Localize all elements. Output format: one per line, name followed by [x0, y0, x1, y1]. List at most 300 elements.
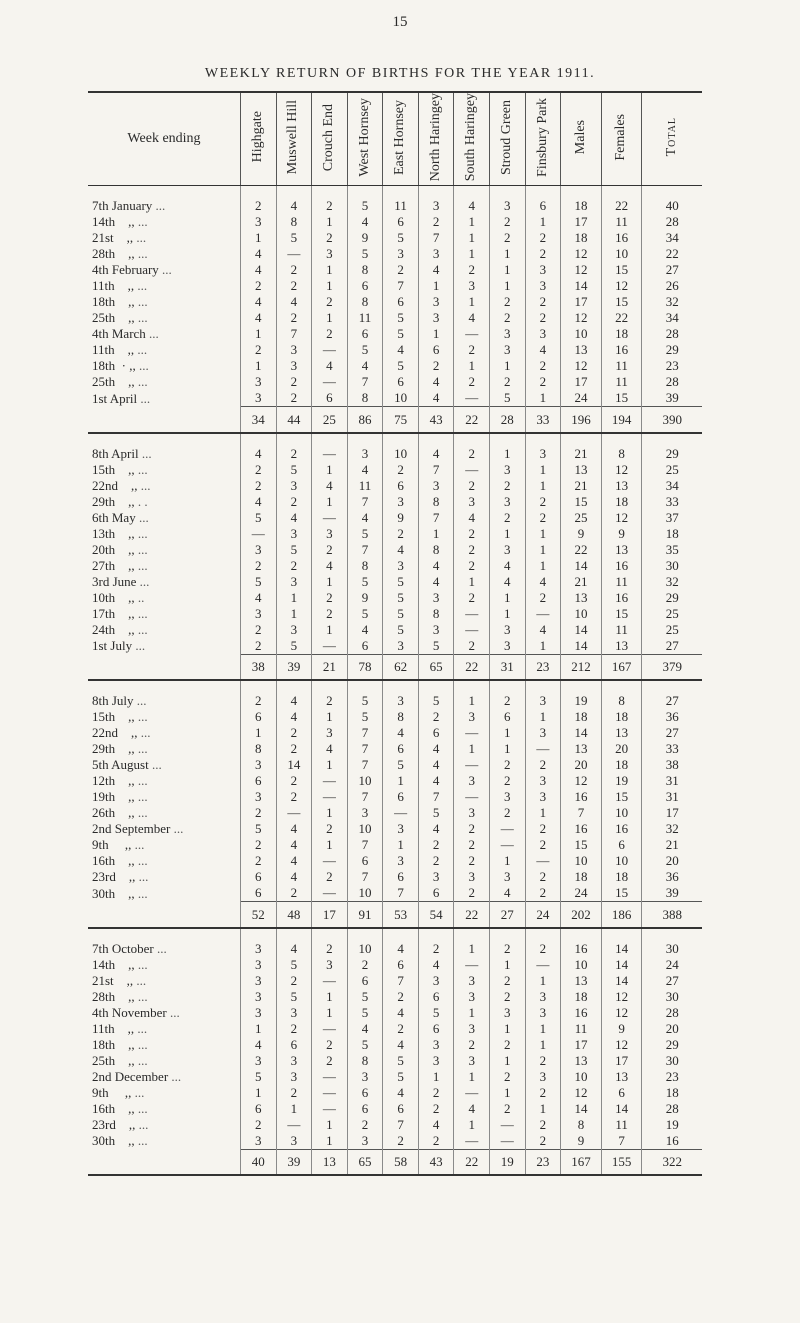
cell: 3 — [276, 478, 312, 494]
cell: 2 — [418, 837, 454, 853]
leader-dots: ... — [137, 956, 148, 972]
week-label — [88, 1021, 240, 1037]
cell: 19 — [601, 773, 642, 789]
week-name: 30th ,, — [92, 885, 135, 901]
cell: 2 — [383, 262, 419, 278]
cell: 6 — [490, 709, 526, 725]
cell: 10 — [383, 446, 419, 462]
cell: 5 — [383, 310, 419, 326]
cell: 7 — [418, 789, 454, 805]
cell: 2 — [312, 198, 348, 214]
cell: 3 — [525, 1005, 561, 1021]
table-row — [88, 462, 702, 478]
cell: 30 — [642, 558, 702, 574]
week-label — [88, 885, 240, 902]
cell: 5 — [418, 638, 454, 655]
cell: — — [276, 1117, 312, 1133]
cell: — — [490, 1117, 526, 1133]
cell: 17 — [561, 294, 602, 310]
cell: 1 — [490, 853, 526, 869]
cell: 8 — [347, 558, 383, 574]
cell: 2 — [276, 973, 312, 989]
cell: 1 — [312, 805, 348, 821]
cell: 10 — [601, 853, 642, 869]
total-cell: 167 — [561, 1149, 602, 1175]
cell: 2 — [312, 542, 348, 558]
cell: 6 — [383, 789, 419, 805]
cell: 2 — [454, 853, 490, 869]
cell: 2 — [490, 374, 526, 390]
cell: 38 — [642, 757, 702, 773]
cell: 5 — [240, 1069, 276, 1085]
cell: 4 — [276, 837, 312, 853]
total-cell: 19 — [490, 1149, 526, 1175]
table-row — [88, 510, 702, 526]
cell: — — [276, 805, 312, 821]
total-cell: 43 — [418, 1149, 454, 1175]
cell: 27 — [642, 262, 702, 278]
cell: 8 — [347, 262, 383, 278]
cell: 1 — [383, 773, 419, 789]
cell: 6 — [347, 1101, 383, 1117]
table-row — [88, 198, 702, 214]
total-cell: 22 — [454, 407, 490, 433]
week-label — [88, 853, 240, 869]
cell: 8 — [601, 693, 642, 709]
cell: 34 — [642, 478, 702, 494]
cell: 3 — [525, 989, 561, 1005]
cell: 26 — [642, 278, 702, 294]
cell: 21 — [561, 478, 602, 494]
table-row — [88, 853, 702, 869]
week-name: 28th ,, — [92, 246, 135, 262]
total-cell: 167 — [601, 654, 642, 680]
cell: 2 — [490, 1069, 526, 1085]
cell: 6 — [383, 741, 419, 757]
cell: 2 — [418, 1101, 454, 1117]
cell: 3 — [312, 246, 348, 262]
cell: 3 — [454, 1053, 490, 1069]
cell: 5 — [276, 638, 312, 655]
cell: 7 — [347, 789, 383, 805]
cell: 5 — [347, 246, 383, 262]
cell: 1 — [490, 246, 526, 262]
cell: 21 — [561, 446, 602, 462]
cell: 29 — [642, 342, 702, 358]
cell: 14 — [561, 278, 602, 294]
cell: 1 — [525, 478, 561, 494]
total-cell: 186 — [601, 902, 642, 928]
cell: 2 — [276, 390, 312, 407]
cell: 2 — [240, 837, 276, 853]
cell: 3 — [347, 1133, 383, 1150]
cell: — — [454, 390, 490, 407]
cell: 5 — [347, 342, 383, 358]
cell: 1 — [490, 278, 526, 294]
week-name: 21st ,, — [92, 230, 134, 246]
cell: 1 — [240, 326, 276, 342]
cell: 18 — [601, 757, 642, 773]
leader-dots: ... — [155, 198, 166, 214]
week-name: 25th ,, — [92, 310, 135, 326]
week-label — [88, 1069, 240, 1085]
week-name: 4th February — [92, 262, 159, 278]
cell: 2 — [276, 310, 312, 326]
week-label — [88, 805, 240, 821]
cell: 4 — [383, 1037, 419, 1053]
cell: 3 — [418, 310, 454, 326]
cell: 13 — [561, 973, 602, 989]
cell: 2 — [276, 374, 312, 390]
week-name: 14th ,, — [92, 214, 135, 230]
week-label — [88, 941, 240, 957]
cell: 27 — [642, 693, 702, 709]
cell: 1 — [240, 358, 276, 374]
cell: — — [312, 973, 348, 989]
cell: 4 — [276, 709, 312, 725]
cell: 1 — [418, 1069, 454, 1085]
cell: 3 — [454, 278, 490, 294]
week-label — [88, 310, 240, 326]
cell: 7 — [418, 462, 454, 478]
cell: 3 — [418, 478, 454, 494]
week-label — [88, 757, 240, 773]
table-row — [88, 310, 702, 326]
cell: 3 — [454, 773, 490, 789]
cell: 2 — [312, 1037, 348, 1053]
cell: 2 — [490, 294, 526, 310]
total-cell: 33 — [525, 407, 561, 433]
cell: 1 — [525, 462, 561, 478]
cell: 6 — [240, 885, 276, 902]
cell: 5 — [240, 510, 276, 526]
week-name: 11th ,, — [92, 342, 135, 358]
week-name: 2nd September — [92, 821, 171, 837]
cell: 3 — [418, 869, 454, 885]
week-label — [88, 1037, 240, 1053]
cell: 2 — [383, 462, 419, 478]
cell: 14 — [601, 957, 642, 973]
week-name: 28th ,, — [92, 988, 135, 1004]
week-name: 1st April — [92, 390, 138, 406]
cell: 1 — [312, 837, 348, 853]
cell: 2 — [525, 230, 561, 246]
cell: 2 — [312, 869, 348, 885]
week-label — [88, 821, 240, 837]
total-cell: 13 — [312, 1149, 348, 1175]
leader-dots: ... — [137, 621, 148, 637]
week-label — [88, 358, 240, 374]
cell: 9 — [347, 230, 383, 246]
cell: 3 — [312, 725, 348, 741]
cell: 18 — [561, 198, 602, 214]
week-name: 8th April — [92, 445, 139, 461]
cell: 21 — [642, 837, 702, 853]
week-label — [88, 446, 240, 462]
cell: 2 — [240, 1117, 276, 1133]
cell: 3 — [276, 622, 312, 638]
table-row — [88, 1117, 702, 1133]
cell: — — [312, 1069, 348, 1085]
cell: 11 — [347, 478, 383, 494]
cell: 2 — [454, 821, 490, 837]
week-name: 1st July — [92, 638, 133, 654]
cell: 1 — [490, 526, 526, 542]
cell: 9 — [601, 526, 642, 542]
cell: 2 — [525, 494, 561, 510]
cell: 23 — [642, 358, 702, 374]
births-table — [88, 91, 702, 1176]
cell: 3 — [418, 973, 454, 989]
cell: 4 — [454, 510, 490, 526]
cell: 4 — [383, 1085, 419, 1101]
cell: 12 — [561, 310, 602, 326]
week-name: 23rd ,, — [92, 869, 136, 885]
cell: — — [312, 1085, 348, 1101]
table-row — [88, 757, 702, 773]
cell: 36 — [642, 869, 702, 885]
cell: 3 — [418, 622, 454, 638]
table-row — [88, 989, 702, 1005]
cell: 6 — [525, 198, 561, 214]
cell: — — [454, 957, 490, 973]
cell: 4 — [276, 941, 312, 957]
cell: 4 — [418, 1117, 454, 1133]
cell: 30 — [642, 941, 702, 957]
cell: 3 — [490, 494, 526, 510]
header-highgate: Highgate — [249, 111, 265, 163]
leader-dots: ... — [137, 342, 148, 358]
table-row — [88, 1085, 702, 1101]
week-label — [88, 294, 240, 310]
cell: 1 — [490, 1053, 526, 1069]
cell: 2 — [276, 494, 312, 510]
cell: 2 — [525, 310, 561, 326]
table-row — [88, 358, 702, 374]
week-label — [88, 638, 240, 655]
cell: 2 — [312, 294, 348, 310]
week-name: 29th ,, — [92, 741, 135, 757]
cell: 3 — [490, 342, 526, 358]
cell: 1 — [525, 542, 561, 558]
leader-dots: ... — [137, 294, 148, 310]
cell: 10 — [561, 853, 602, 869]
cell: 3 — [240, 789, 276, 805]
cell: 3 — [276, 1005, 312, 1021]
table-row — [88, 542, 702, 558]
cell: 14 — [561, 1101, 602, 1117]
week-label — [88, 622, 240, 638]
table-row — [88, 1069, 702, 1085]
week-label — [88, 326, 240, 342]
cell: — — [454, 622, 490, 638]
cell: 4 — [240, 246, 276, 262]
table-row — [88, 294, 702, 310]
cell: 17 — [642, 805, 702, 821]
cell: 2 — [490, 1101, 526, 1117]
cell: 12 — [561, 773, 602, 789]
week-label — [88, 1133, 240, 1150]
total-cell: 39 — [276, 654, 312, 680]
header-stroud-green: Stroud Green — [498, 99, 514, 175]
cell: 7 — [276, 326, 312, 342]
table-row — [88, 725, 702, 741]
cell: 16 — [601, 558, 642, 574]
week-label — [88, 558, 240, 574]
cell: — — [312, 789, 348, 805]
cell: 12 — [601, 510, 642, 526]
cell: 32 — [642, 821, 702, 837]
cell: 1 — [240, 725, 276, 741]
cell: 1 — [490, 957, 526, 973]
cell: 4 — [347, 1021, 383, 1037]
cell: 12 — [561, 246, 602, 262]
cell: 18 — [561, 230, 602, 246]
leader-dots: ... — [156, 940, 167, 956]
leader-dots: ... — [137, 789, 148, 805]
week-label — [88, 198, 240, 214]
week-label — [88, 989, 240, 1005]
cell: 1 — [454, 230, 490, 246]
cell: 2 — [418, 853, 454, 869]
cell: 7 — [347, 725, 383, 741]
cell: 13 — [561, 1053, 602, 1069]
week-label — [88, 246, 240, 262]
total-cell: 52 — [240, 902, 276, 928]
cell: 33 — [642, 494, 702, 510]
table-row — [88, 1101, 702, 1117]
table-row — [88, 1037, 702, 1053]
total-cell: 22 — [454, 1149, 490, 1175]
week-label — [88, 1085, 240, 1101]
cell: 4 — [347, 358, 383, 374]
cell: 3 — [490, 622, 526, 638]
week-name: 14th ,, — [92, 956, 135, 972]
cell: 3 — [525, 446, 561, 462]
cell: 9 — [383, 510, 419, 526]
cell: 1 — [312, 1117, 348, 1133]
cell: 8 — [347, 294, 383, 310]
cell: 2 — [240, 342, 276, 358]
table-row — [88, 494, 702, 510]
cell: 13 — [561, 741, 602, 757]
table-row — [88, 1005, 702, 1021]
cell: — — [490, 837, 526, 853]
cell: 5 — [347, 574, 383, 590]
leader-dots: ... — [136, 230, 147, 246]
cell: 24 — [561, 390, 602, 407]
cell: 37 — [642, 510, 702, 526]
cell: — — [312, 1021, 348, 1037]
cell: 7 — [347, 757, 383, 773]
cell: 5 — [276, 462, 312, 478]
leader-dots: ... — [137, 1052, 148, 1068]
cell: 32 — [642, 294, 702, 310]
cell: 16 — [642, 1133, 702, 1150]
cell: — — [525, 741, 561, 757]
leader-dots: ... — [137, 805, 148, 821]
cell: 1 — [454, 1117, 490, 1133]
cell: 4 — [490, 885, 526, 902]
cell: 1 — [418, 326, 454, 342]
cell: 15 — [601, 294, 642, 310]
cell: 18 — [561, 869, 602, 885]
cell: 1 — [312, 709, 348, 725]
cell: 1 — [383, 837, 419, 853]
week-label — [88, 390, 240, 407]
cell: 11 — [383, 198, 419, 214]
cell: 1 — [312, 1005, 348, 1021]
cell: 25 — [642, 622, 702, 638]
cell: — — [240, 526, 276, 542]
cell: 15 — [601, 390, 642, 407]
cell: 2 — [276, 278, 312, 294]
cell: 35 — [642, 542, 702, 558]
cell: 1 — [490, 606, 526, 622]
week-name: 24th ,, — [92, 621, 135, 637]
cell: 16 — [561, 821, 602, 837]
cell: 2 — [525, 374, 561, 390]
leader-dots: ... — [138, 509, 149, 525]
week-name: 30th ,, — [92, 1133, 135, 1149]
cell: 4 — [276, 853, 312, 869]
cell: 3 — [454, 869, 490, 885]
table-row — [88, 590, 702, 606]
quarter-spacer — [88, 186, 702, 199]
table-row — [88, 342, 702, 358]
cell: 2 — [525, 869, 561, 885]
cell: 3 — [383, 638, 419, 655]
quarter-total-row — [88, 902, 702, 928]
cell: 2 — [454, 837, 490, 853]
cell: 23 — [642, 1069, 702, 1085]
table-row — [88, 478, 702, 494]
quarter-total-row — [88, 1149, 702, 1175]
cell: 13 — [561, 342, 602, 358]
leader-dots: ... — [139, 573, 150, 589]
cell: 5 — [383, 590, 419, 606]
cell: 3 — [418, 590, 454, 606]
week-label — [88, 1053, 240, 1069]
cell: 8 — [383, 709, 419, 725]
leader-dots: ... — [141, 445, 152, 461]
cell: 2 — [490, 757, 526, 773]
week-label — [88, 542, 240, 558]
total-cell: 34 — [240, 407, 276, 433]
cell: 21 — [561, 574, 602, 590]
week-name: 11th ,, — [92, 278, 135, 294]
cell: 7 — [383, 885, 419, 902]
cell: 15 — [561, 837, 602, 853]
cell: 5 — [383, 326, 419, 342]
cell: 7 — [383, 973, 419, 989]
cell: 6 — [347, 326, 383, 342]
quarter-total-row — [88, 654, 702, 680]
cell: 4 — [383, 1005, 419, 1021]
week-name: 21st ,, — [92, 972, 134, 988]
cell: 12 — [561, 358, 602, 374]
cell: 6 — [347, 278, 383, 294]
table-row — [88, 709, 702, 725]
cell: 10 — [347, 773, 383, 789]
cell: 3 — [490, 1005, 526, 1021]
cell: — — [490, 1133, 526, 1150]
cell: 14 — [561, 622, 602, 638]
cell: 8 — [240, 741, 276, 757]
cell: 4 — [276, 510, 312, 526]
cell: 11 — [601, 1117, 642, 1133]
leader-dots: ... — [137, 1020, 148, 1036]
